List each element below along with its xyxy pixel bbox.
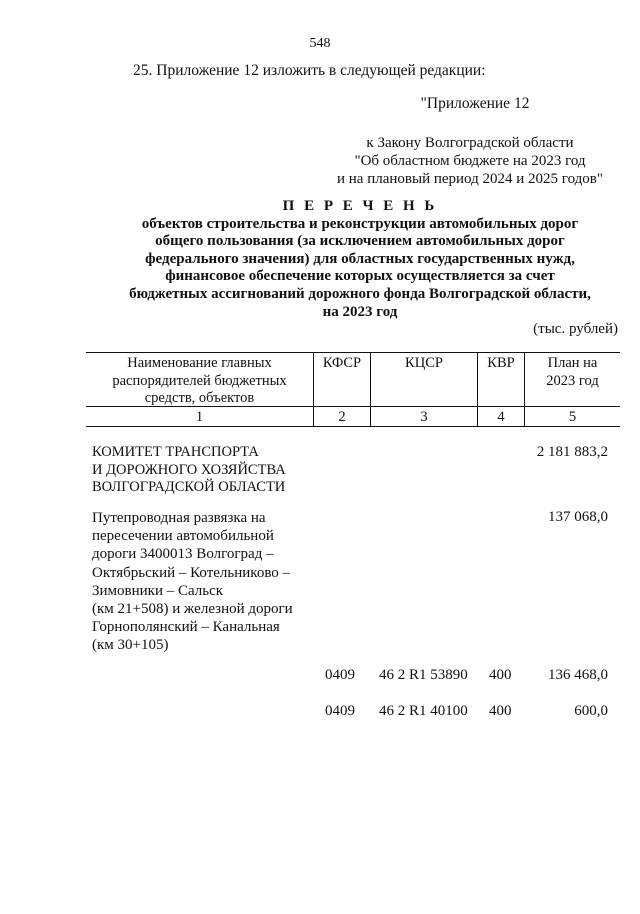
law-ref-line: "Об областном бюджете на 2023 год [354, 153, 586, 169]
header-plan [525, 355, 620, 390]
header-plan-line: 2023 год [546, 372, 599, 389]
page-number: 548 [309, 36, 331, 51]
title-line: федерального значения) для областных государственных нужд, [145, 250, 575, 267]
table-number-divider [86, 426, 620, 427]
row-kfsr: 0409 [325, 667, 355, 683]
organization-name-line: КОМИТЕТ ТРАНСПОРТА [92, 444, 259, 460]
object-name-line: Горнополянский – Канальная [92, 619, 280, 636]
header-name [86, 355, 313, 408]
intro-text: 25. Приложение 12 изложить в следующей редакции: [133, 62, 486, 79]
object-name-line: пересечении автомобильной [92, 528, 274, 545]
object-name-line: дороги 3400013 Волгоград – [92, 546, 274, 563]
object-name-line: (км 21+508) и железной дороги [92, 601, 293, 618]
row-kcsr: 46 2 R1 40100 [379, 703, 468, 719]
object-name-line: Зимовники – Сальск [92, 582, 224, 599]
column-number: 1 [195, 409, 204, 425]
object-name-line: (км 30+105) [92, 637, 169, 654]
annex-title: "Приложение 12 [420, 95, 530, 112]
object-plan: 137 068,0 [548, 509, 608, 525]
header-name-line: средств, объектов [144, 390, 255, 406]
units-label: (тыс. рублей) [533, 321, 618, 337]
header-plan-line: План на [547, 355, 598, 371]
object-name-line: Октябрьский – Котельниково – [92, 564, 291, 581]
column-number: 5 [568, 409, 577, 425]
document-title [80, 198, 640, 321]
header-kfsr: КФСР [322, 355, 362, 371]
organization-name-line: ВОЛГОГРАДСКОЙ ОБЛАСТИ [92, 479, 286, 495]
header-name-line: распорядителей бюджетных [112, 372, 287, 389]
header-name-line: Наименование главных [127, 355, 272, 371]
column-number: 3 [420, 409, 428, 425]
title-heading: П Е Р Е Ч Е Н Ь [282, 198, 438, 214]
title-line: на 2023 год [322, 303, 398, 320]
row-plan: 600,0 [574, 703, 608, 719]
law-ref-line: к Закону Волгоградской области [366, 135, 574, 151]
table-top-border [86, 352, 620, 353]
row-plan: 136 468,0 [548, 667, 608, 683]
row-kfsr: 0409 [325, 703, 355, 719]
row-kvr: 400 [489, 667, 512, 683]
header-kcsr: КЦСР [405, 355, 443, 371]
object-name [92, 509, 322, 655]
column-number: 2 [338, 409, 346, 425]
header-kvr: КВР [487, 355, 515, 371]
organization-name [92, 444, 286, 497]
title-line: бюджетных ассигнований дорожного фонда Волгоградской области, [129, 285, 591, 302]
title-line: финансовое обеспечение которых осуществляется за счет [165, 268, 555, 285]
law-ref-line: и на плановый период 2024 и 2025 годов" [337, 171, 603, 187]
column-number: 4 [497, 409, 505, 425]
object-name-line: Путепроводная развязка на [92, 510, 266, 526]
title-line: объектов строительства и реконструкции автомобильных дорог [141, 215, 579, 232]
law-reference [300, 134, 640, 188]
organization-name-line: И ДОРОЖНОГО ХОЗЯЙСТВА [92, 461, 286, 478]
organization-plan: 2 181 883,2 [536, 444, 608, 460]
row-kcsr: 46 2 R1 53890 [379, 667, 468, 683]
title-line: общего пользования (за исключением автомобильных дорог [155, 233, 565, 250]
row-kvr: 400 [489, 703, 512, 719]
